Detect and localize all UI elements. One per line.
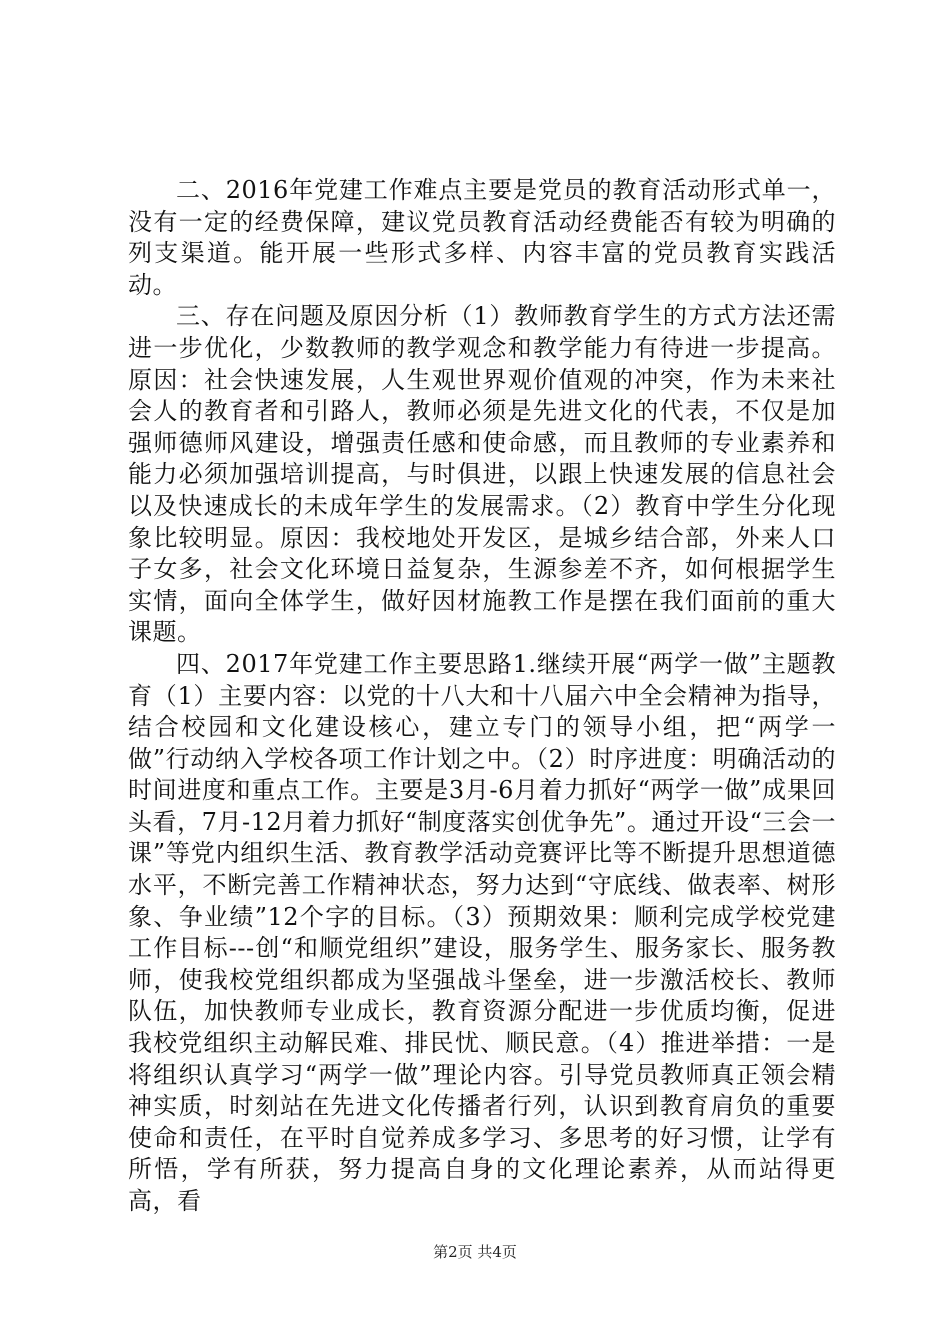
document-body bbox=[128, 175, 836, 1218]
paragraph-2017-plan: 四、2017年党建工作主要思路1.继续开展“两学一做”主题教育（1）主要内容：以党的十八大和十八届六中全会精神为指导，结合校园和文化建设核心，建立专门的领导小组，把“两学一做”行动纳入学校各项工作计划之中。（2）时序进度：明确活动的时间进度和重点工作。主要是3月-6月着力抓好“两学一做”成果回头看，7月-12月着力抓好“制度落实创优争先”。通过开设“三会一课”等党内组织生活、教育教学活动竞赛评比等不断提升思想道德水平，不断完善工作精神状态，努力达到“守底线、做表率、树形象、争业绩”12个字的目标。（3）预期效果：顺利完成学校党建工作目标---创“和顺党组织”建设，服务学生、服务家长、服务教师，使我校党组织都成为坚强战斗堡垒，进一步激活校长、教师队伍，加快教师专业成长，教育资源分配进一步优质均衡，促进我校党组织主动解民难、排民忧、顺民意。（4）推进举措：一是将组织认真学习“两学一做”理论内容。引导党员教师真正领会精神实质，时刻站在先进文化传播者行列，认识到教育肩负的重要使命和责任，在平时自觉养成多学习、多思考的好习惯，让学有所悟，学有所获，努力提高自身的文化理论素养，从而站得更高，看 bbox=[128, 649, 836, 1215]
paragraph-difficulties: 二、2016年党建工作难点主要是党员的教育活动形式单一，没有一定的经费保障，建议党员教育活动经费能否有较为明确的列支渠道。能开展一些形式多样、内容丰富的党员教育实践活动。 bbox=[128, 176, 836, 299]
page-number-footer: 第2页 共4页 bbox=[433, 1243, 517, 1261]
paragraph-problems-analysis: 三、存在问题及原因分析（1）教师教育学生的方式方法还需进一步优化，少数教师的教学观念和教学能力有待进一步提高。原因：社会快速发展，人生观世界观价值观的冲突，作为未来社会人的教育者和引路人，教师必须是先进文化的代表，不仅是加强师德师风建设，增强责任感和使命感，而且教师的专业素养和能力必须加强培训提高，与时俱进，以跟上快速发展的信息社会以及快速成长的未成年学生的发展需求。（2）教育中学生分化现象比较明显。原因：我校地处开发区，是城乡结合部，外来人口子女多，社会文化环境日益复杂，生源参差不齐，如何根据学生实情，面向全体学生，做好因材施教工作是摆在我们面前的重大课题。 bbox=[128, 302, 836, 647]
